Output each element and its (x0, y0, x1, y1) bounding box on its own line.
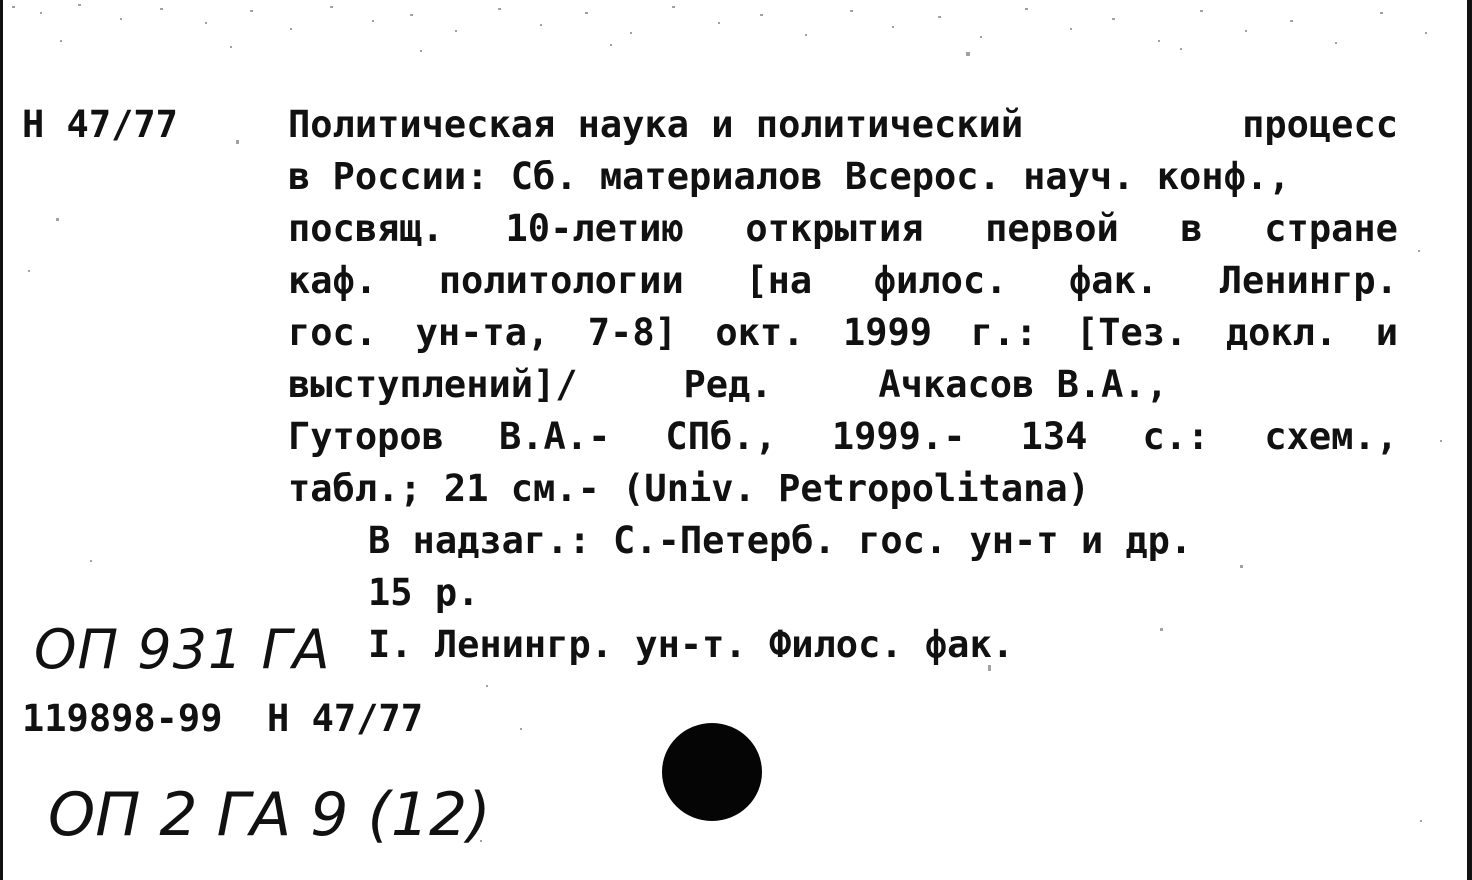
entry-word: филос. (873, 259, 1008, 302)
entry-word: схем., (1264, 415, 1398, 458)
call-number: H 47/77 (22, 103, 178, 146)
entry-line-5 (288, 311, 1398, 354)
entry-line-7 (288, 415, 1398, 458)
handwritten-shelf-mark-top: ОП 931 ГА (34, 618, 331, 681)
entry-line-1 (288, 103, 1398, 146)
note-line-2: 15 р. (368, 571, 480, 614)
entry-word: и (1375, 311, 1398, 354)
entry-word: 1999 (842, 311, 933, 354)
entry-line-8 (288, 467, 1398, 510)
entry-word: окт. (715, 311, 805, 354)
entry-word: выступлений]/ (288, 363, 578, 406)
entry-line-4 (288, 259, 1398, 302)
entry-word: 1999.- (831, 415, 966, 458)
entry-word: Ред. (683, 363, 773, 406)
inventory-line: 119898-99 Н 47/77 (22, 697, 423, 740)
punch-hole (662, 723, 762, 821)
note-line-1: В надзаг.: С.-Петерб. гос. ун-т и др. (368, 519, 1193, 562)
entry-word: докл. (1225, 311, 1338, 354)
entry-word: В.А.- (498, 415, 611, 458)
entry-word: политологии (438, 259, 684, 302)
entry-word: Политическая наука и политический (288, 103, 1024, 146)
entry-word: 10-летию (505, 207, 684, 250)
entry-word: 134 (1020, 415, 1088, 458)
entry-line-2 (288, 155, 1398, 198)
entry-word: гос. (288, 311, 378, 354)
entry-word: 7-8] (587, 311, 677, 354)
entry-word: г.: (970, 311, 1038, 354)
entry-word: [Тез. (1075, 311, 1188, 354)
entry-word: открытия (745, 207, 924, 250)
entry-word: Гуторов (288, 415, 444, 458)
handwritten-shelf-mark-bottom: ОП 2 ГА 9 (12) (48, 780, 491, 850)
entry-word: Ачкасов В.А., (878, 363, 1168, 406)
entry-word: посвящ. (288, 207, 444, 250)
entry-word: в (1180, 207, 1203, 250)
note-line-3: I. Ленингр. ун-т. Филос. фак. (368, 623, 1015, 666)
entry-word: табл.; 21 см.- (Univ. Petropolitana) (288, 467, 1090, 510)
entry-word: каф. (288, 259, 378, 302)
entry-word: в России: Сб. материалов Всерос. науч. конф., (288, 155, 1291, 198)
entry-word: фак. (1069, 259, 1159, 302)
entry-word: процесс (1242, 103, 1398, 146)
entry-word: ун-та, (415, 311, 550, 354)
entry-word: стране (1264, 207, 1398, 250)
entry-word: [на (745, 259, 813, 302)
entry-word: Ленингр. (1219, 259, 1398, 302)
entry-word: с.: (1142, 415, 1210, 458)
entry-line-3 (288, 207, 1398, 250)
entry-word: первой (985, 207, 1119, 250)
entry-line-6 (288, 363, 1168, 406)
entry-word: СПб., (665, 415, 777, 458)
